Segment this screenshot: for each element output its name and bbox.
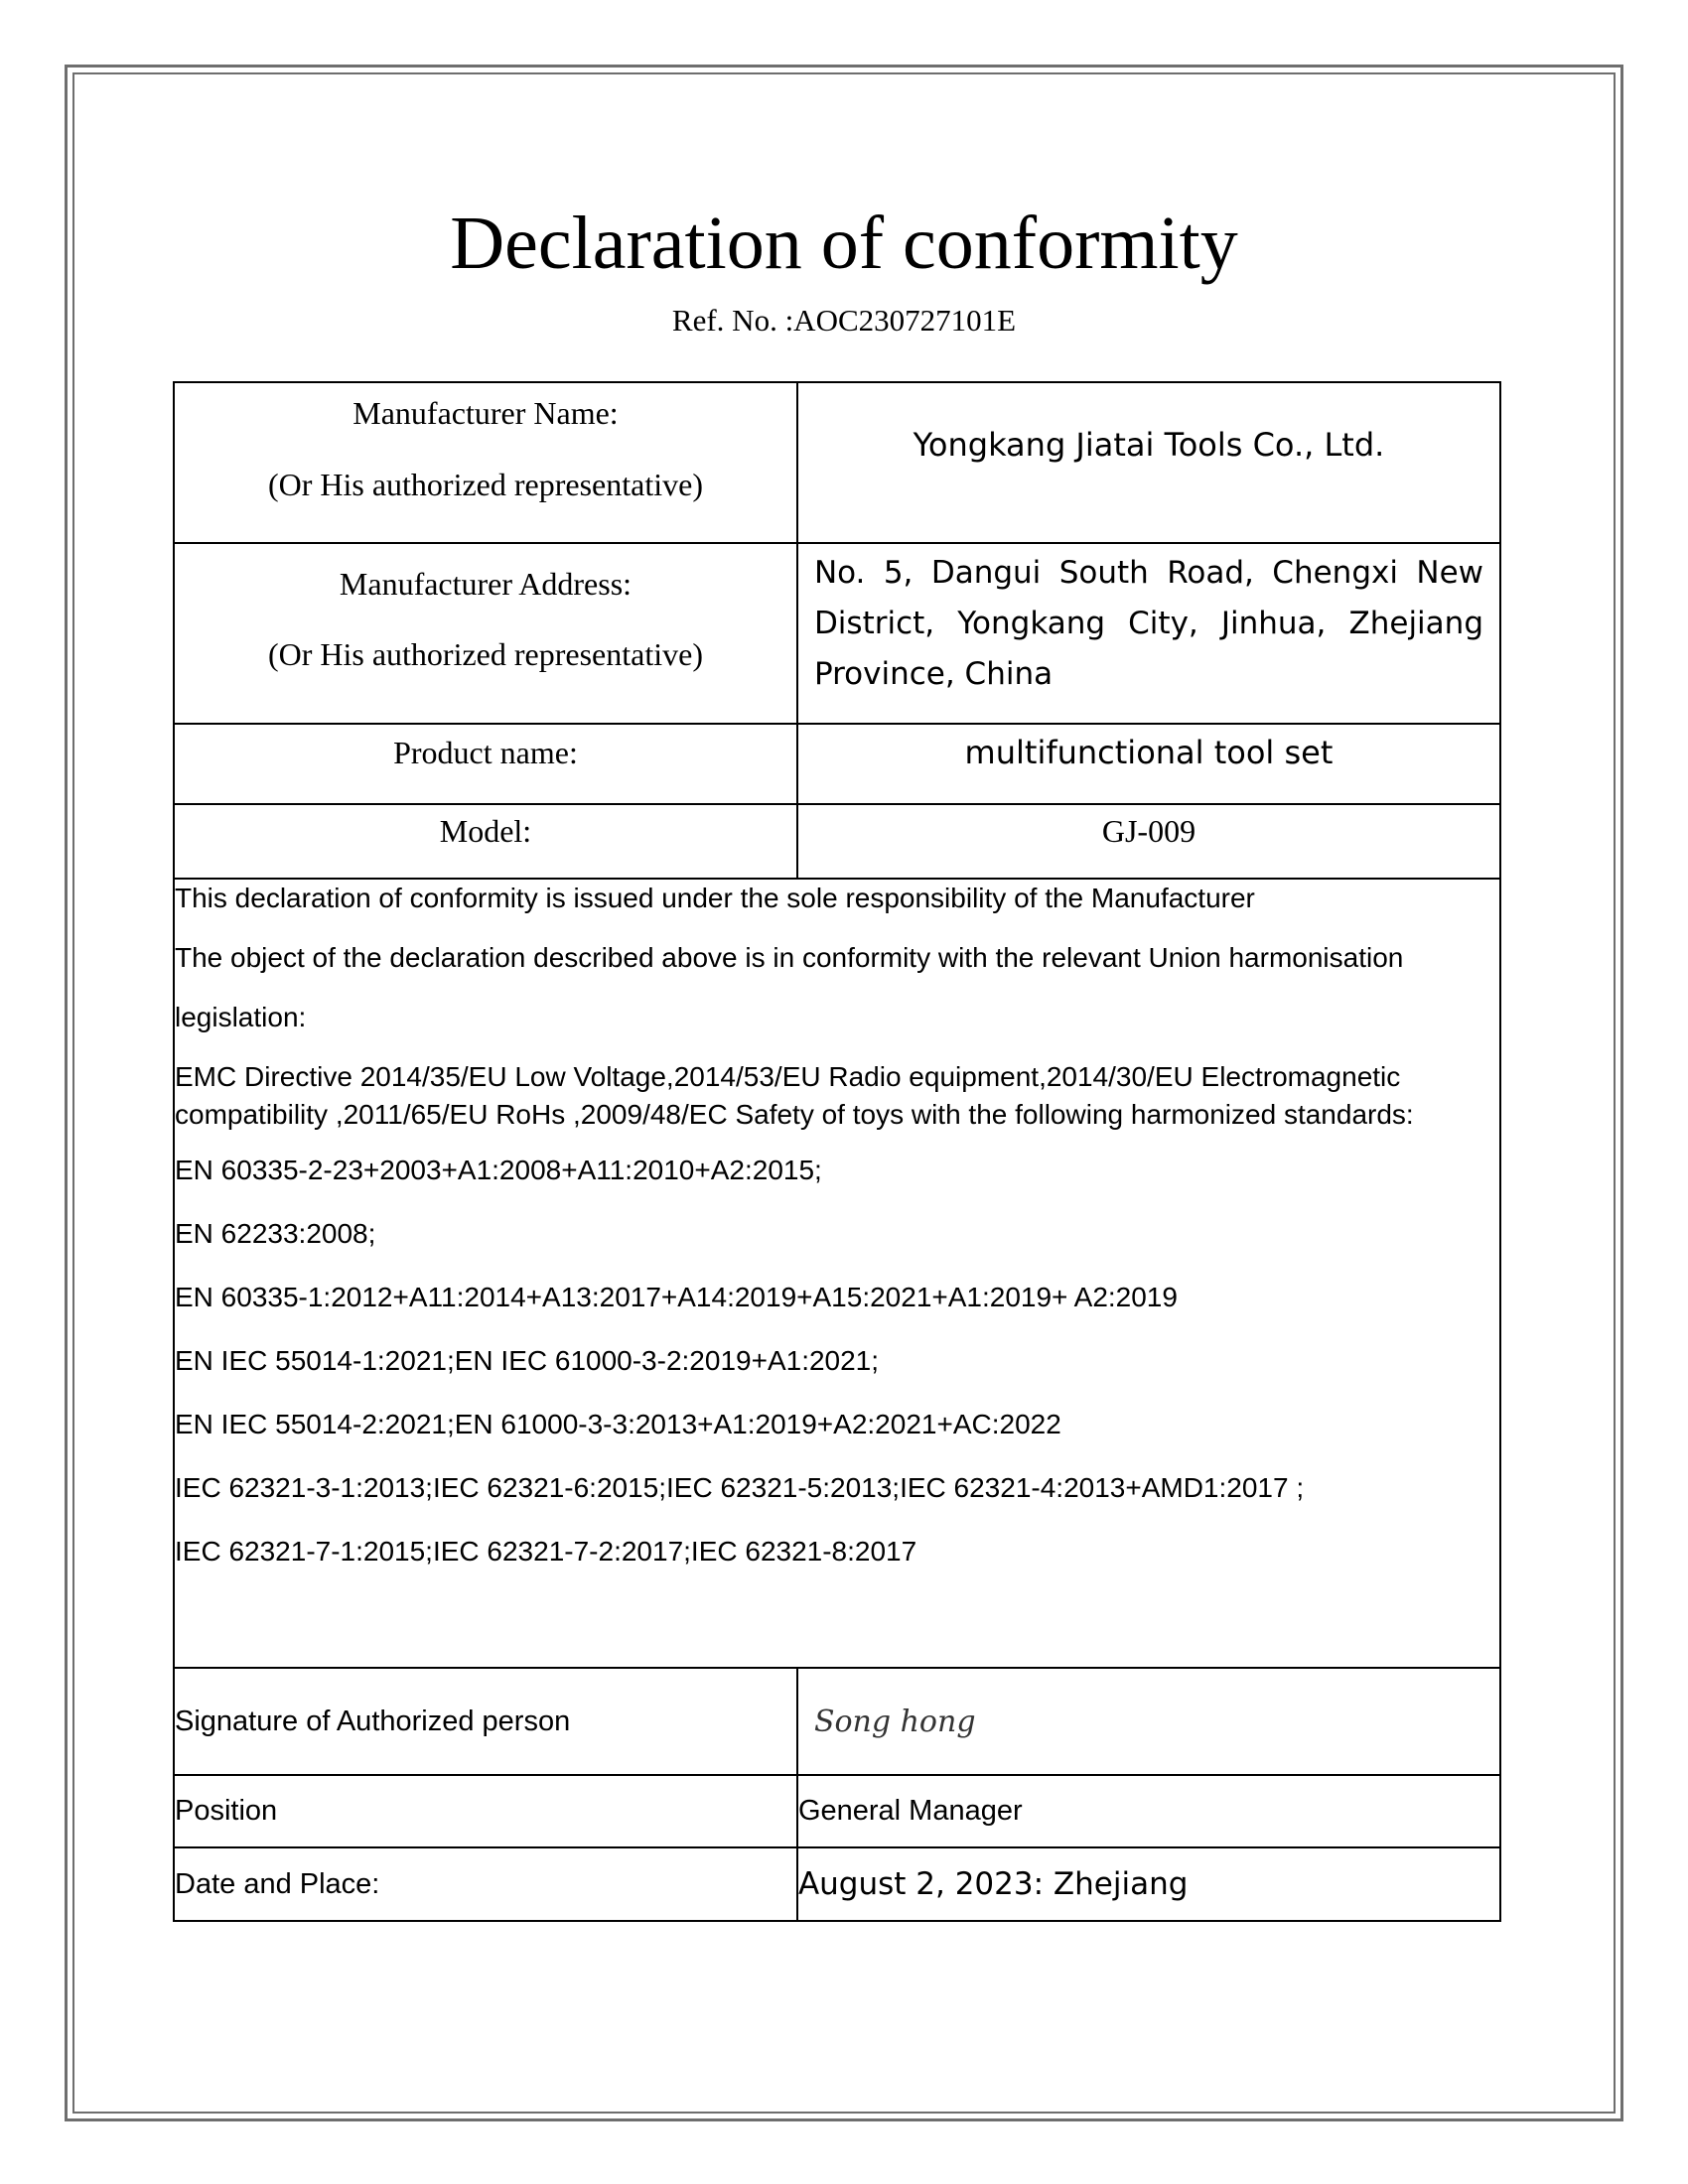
model-value: GJ-009 [1101, 813, 1196, 849]
manufacturer-name-label-cell [174, 382, 797, 543]
standard-item: EN 62233:2008; [175, 1218, 376, 1249]
signature-label: Signature of Authorized person [175, 1705, 571, 1737]
product-name-label: Product name: [393, 735, 578, 770]
product-name-value: multifunctional tool set [964, 734, 1334, 771]
declaration-legislation: legislation: [175, 1002, 307, 1032]
manufacturer-address-label-cell [174, 543, 797, 724]
model-label: Model: [439, 813, 532, 849]
table-row [174, 804, 1500, 879]
date-place-label-cell [174, 1847, 797, 1921]
standard-item: IEC 62321-3-1:2013;IEC 62321-6:2015;IEC 62321-5:2013;IEC 62321-4:2013+AMD1:2017 ; [175, 1472, 1305, 1503]
table-row [174, 382, 1500, 543]
table-row [174, 543, 1500, 724]
date-place-value-cell [797, 1847, 1500, 1921]
table-row [174, 879, 1500, 1668]
date-place-label: Date and Place: [175, 1867, 380, 1900]
model-value-cell [797, 804, 1500, 879]
reference-number: Ref. No. :AOC230727101E [671, 303, 1017, 338]
signature-label-cell [174, 1668, 797, 1775]
declaration-conformity: The object of the declaration described above is in conformity with the relevant Union harmonisation [175, 942, 1404, 973]
table-row [174, 1668, 1500, 1775]
model-label-cell [174, 804, 797, 879]
manufacturer-name-sublabel: (Or His authorized representative) [267, 467, 703, 502]
standards-list [175, 1134, 1499, 1569]
position-label-cell [174, 1775, 797, 1847]
table-row [174, 724, 1500, 804]
manufacturer-address-sublabel: (Or His authorized representative) [267, 636, 703, 672]
manufacturer-name-value-cell [797, 382, 1500, 543]
manufacturer-name-label: Manufacturer Name: [352, 395, 619, 431]
standard-item: EN IEC 55014-2:2021;EN 61000-3-3:2013+A1:2019+A2:2021+AC:2022 [175, 1409, 1061, 1439]
standard-item: EN 60335-1:2012+A11:2014+A13:2017+A14:2019+A15:2021+A1:2019+ A2:2019 [175, 1282, 1178, 1312]
product-name-label-cell [174, 724, 797, 804]
standard-item: EN IEC 55014-1:2021;EN IEC 61000-3-2:2019+A1:2021; [175, 1345, 880, 1376]
date-place-value: August 2, 2023: Zhejiang [797, 1866, 1189, 1902]
manufacturer-address-value: No. 5, Dangui South Road, Chengxi New District, Yongkang City, Jinhua, Zhejiang Province, China [813, 555, 1483, 692]
signature-value-cell [797, 1668, 1500, 1775]
standard-item: EN 60335-2-23+2003+A1:2008+A11:2010+A2:2015; [175, 1155, 822, 1185]
manufacturer-address-label: Manufacturer Address: [339, 566, 633, 602]
standard-item: IEC 62321-7-1:2015;IEC 62321-7-2:2017;IEC 62321-8:2017 [175, 1536, 917, 1567]
position-value: General Manager [797, 1795, 1023, 1827]
directives-text: EMC Directive 2014/35/EU Low Voltage,2014/53/EU Radio equipment,2014/30/EU Electromagnetic compatibility ,2011/65/EU RoHs ,2009/48/EC Safety of toys with the following harmonized standards: [175, 1061, 1414, 1130]
table-row [174, 1847, 1500, 1921]
manufacturer-address-value-cell [797, 543, 1500, 724]
position-value-cell [797, 1775, 1500, 1847]
declaration-table [173, 381, 1501, 1922]
table-row [174, 1775, 1500, 1847]
position-label: Position [175, 1795, 278, 1827]
declaration-body [174, 879, 1500, 1668]
handwritten-signature: Song hong [813, 1704, 976, 1739]
document-title: Declaration of conformity [450, 202, 1238, 285]
product-name-value-cell [797, 724, 1500, 804]
manufacturer-name-value: Yongkang Jiatai Tools Co., Ltd. [913, 426, 1385, 464]
declaration-statement: This declaration of conformity is issued under the sole responsibility of the Manufacturer [175, 883, 1255, 913]
